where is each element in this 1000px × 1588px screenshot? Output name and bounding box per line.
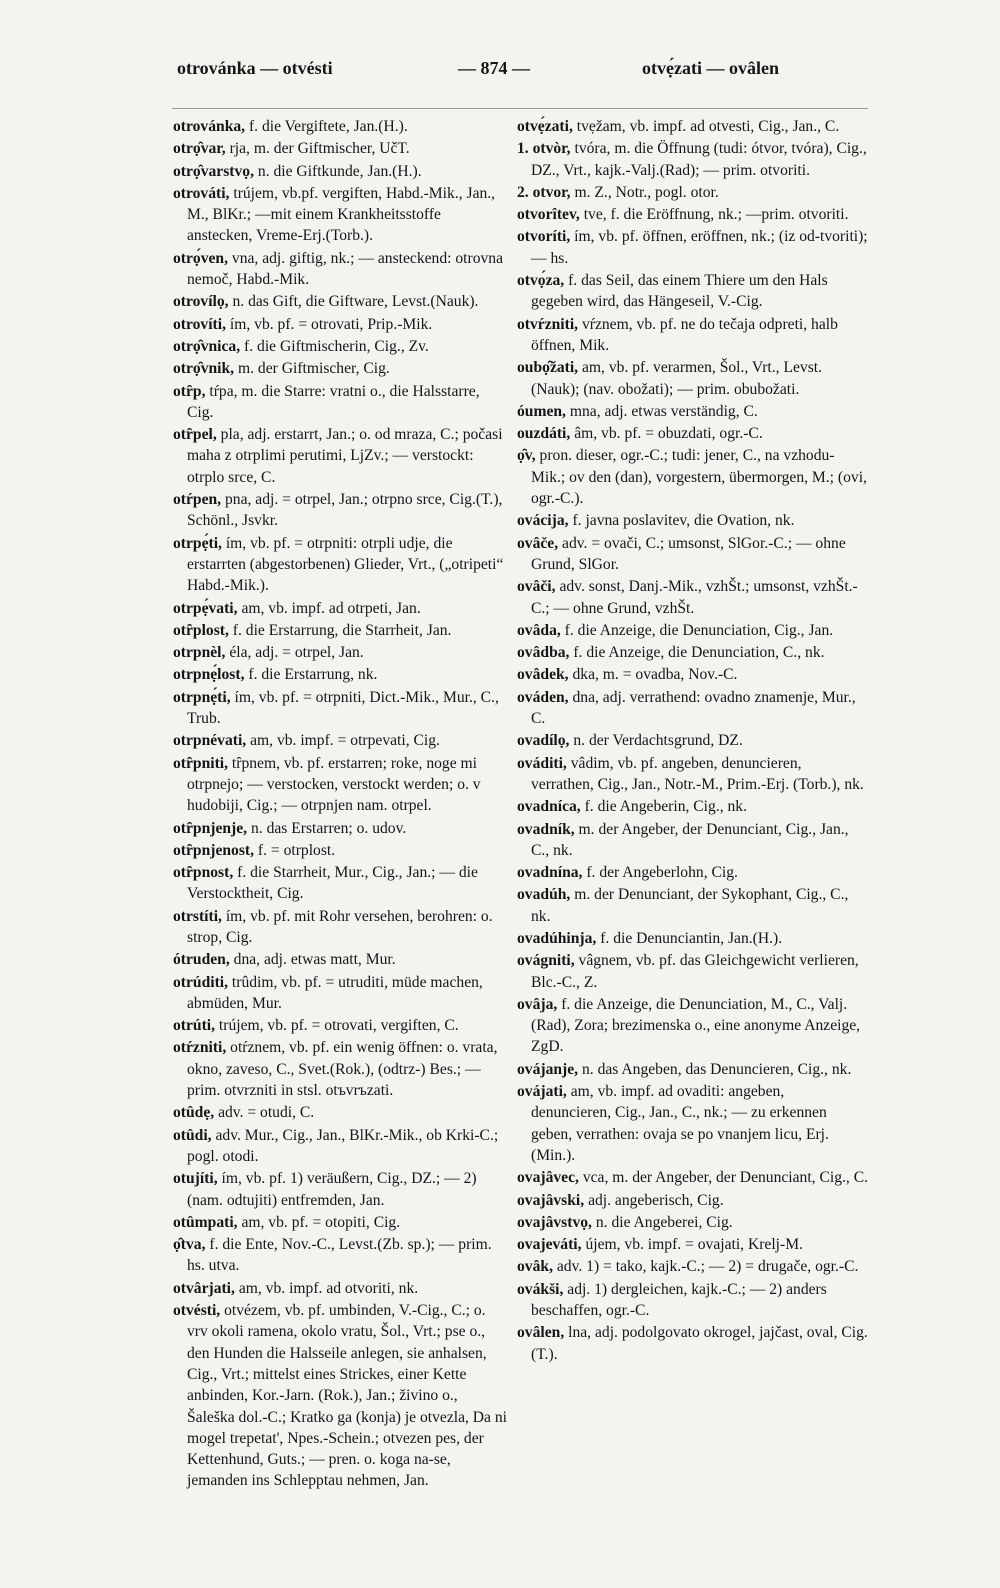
entry-headword: ovadúhinja,	[517, 929, 597, 947]
entry-definition: újem, vb. impf. = ovajati, Krelj-M.	[585, 1236, 803, 1254]
entry-headword: otvésti,	[173, 1302, 221, 1320]
entry-definition: dna, adj. verrathend: ovadno znamenje, Mur., C.	[531, 688, 856, 728]
dictionary-entry	[173, 840, 507, 861]
page-header	[0, 58, 1000, 88]
entry-definition: adv. = otudi, C.	[218, 1104, 315, 1122]
dictionary-entry	[173, 489, 507, 532]
dictionary-entry	[517, 753, 868, 796]
dictionary-entry	[517, 884, 868, 927]
entry-definition: f. die Erstarrung, die Starrheit, Jan.	[232, 621, 452, 639]
entry-headword: otŕpen,	[173, 491, 222, 509]
entry-definition: am, vb. impf. ad otvoriti, nk.	[238, 1279, 419, 1297]
dictionary-entry	[517, 226, 868, 269]
dictionary-entry	[517, 1234, 868, 1255]
dictionary-entry	[517, 950, 868, 993]
entry-headword: ovâda,	[517, 621, 561, 639]
entry-headword: otvọ́za,	[517, 272, 565, 290]
entry-definition: adv. Mur., Cig., Jan., BlKr.-Mik., ob Krki-C.; pogl. otodi.	[187, 1126, 499, 1165]
right-column	[517, 116, 868, 1366]
entry-headword: ótruden,	[173, 951, 230, 969]
entry-definition: tȓpnem, vb. pf. erstarren; roke, noge mi otrpnejo; — verstocken, verstockt werden; o. v hudobiji, Cig.; — otrpnjen nam. otrpel.	[187, 754, 481, 815]
header-right-guide-words: otvẹ́zati — ovâlen	[642, 58, 779, 78]
dictionary-entry	[173, 248, 507, 291]
entry-headword: 1. otvòr,	[517, 140, 571, 158]
entry-definition: am, vb. pf. = otopiti, Cig.	[241, 1213, 401, 1231]
entry-headword: ovâlen,	[517, 1324, 565, 1342]
entry-definition: m. der Giftmischer, Cig.	[238, 360, 390, 378]
entry-definition: adj. 1) dergleichen, kajk.-C.; — 2) anders beschaffen, ogr.-C.	[531, 1280, 827, 1320]
dictionary-entry	[517, 819, 868, 862]
entry-headword: 2. otvor,	[517, 183, 571, 201]
entry-headword: ovajâvski,	[517, 1191, 585, 1209]
dictionary-entry	[517, 687, 868, 730]
entry-headword: otȓpel,	[173, 426, 217, 444]
entry-definition: lna, adj. podolgovato okrogel, jajčast, oval, Cig.(T.).	[531, 1324, 868, 1363]
entry-headword: ọ̑tva,	[173, 1236, 206, 1254]
page-number: — 874 —	[458, 58, 530, 78]
entry-headword: otûmpati,	[173, 1213, 238, 1231]
entry-headword: otujíti,	[173, 1170, 218, 1188]
dictionary-entry	[173, 161, 507, 182]
entry-definition: am, vb. impf. ad ovaditi: angeben, denuncieren, Cig., Jan., C., nk.; — zu erkennen geben, verrathen: ovaja se po vnanjem licu, Erj.(Min.).	[531, 1083, 829, 1164]
dictionary-entry	[173, 753, 507, 817]
entry-definition: m. der Angeber, der Denunciant, Cig., Jan., C., nk.	[531, 820, 849, 859]
entry-headword: ovâče,	[517, 534, 559, 552]
entry-headword: otrúti,	[173, 1017, 216, 1035]
entry-definition: f. die Erstarrung, nk.	[248, 666, 378, 684]
dictionary-entry	[517, 576, 868, 619]
dictionary-entry	[517, 533, 868, 576]
entry-definition: vâdim, vb. pf. angeben, denuncieren, verrathen, Cig., Jan., Notr.-M., Prim.-Erj. (Torb.), nk.	[531, 754, 864, 793]
entry-headword: ovajâvstvọ,	[517, 1213, 592, 1231]
entry-headword: otvŕzniti,	[517, 315, 579, 333]
dictionary-entry	[173, 949, 507, 970]
dictionary-entry	[517, 138, 868, 181]
entry-headword: ovâk,	[517, 1258, 553, 1276]
entry-definition: m. der Denunciant, der Sykophant, Cig., C., nk.	[531, 886, 849, 925]
entry-headword: otrúditi,	[173, 973, 229, 991]
entry-headword: ovájanje,	[517, 1060, 579, 1078]
entry-definition: adv. = ovači, C.; umsonst, SlGor.-C.; — ohne Grund, SlGor.	[531, 534, 846, 573]
entry-definition: am, vb. pf. verarmen, Šol., Vrt., Levst.(Nauk); (nav. obožati); — prim. obubožati.	[531, 359, 822, 398]
entry-headword: otrovílọ,	[173, 293, 229, 311]
dictionary-entry	[517, 664, 868, 685]
entry-headword: ovâči,	[517, 578, 556, 596]
dictionary-entry	[173, 906, 507, 949]
entry-headword: ovâja,	[517, 995, 558, 1013]
entry-headword: ovajâvec,	[517, 1169, 579, 1187]
dictionary-entry	[173, 533, 507, 597]
entry-definition: am, vb. impf. = otrpevati, Cig.	[250, 732, 440, 750]
entry-definition: adv. sonst, Danj.-Mik., vzhŠt.; umsonst, vzhŠt.-C.; — ohne Grund, vzhŠt.	[531, 578, 858, 617]
entry-definition: n. die Angeberei, Cig.	[595, 1213, 733, 1231]
dictionary-entry	[173, 1037, 507, 1101]
dictionary-entry	[173, 314, 507, 335]
entry-headword: otrpnẹ́lost,	[173, 666, 245, 684]
dictionary-entry	[173, 424, 507, 488]
dictionary-entry	[517, 116, 868, 137]
entry-definition: f. die Anzeige, die Denunciation, M., C., Valj.(Rad), Zora; brezimenska o., eine anonyme Anzeige, ZgD.	[531, 995, 861, 1056]
left-column	[173, 116, 507, 1493]
entry-headword: ovâdek,	[517, 666, 569, 684]
dictionary-entry	[517, 182, 868, 203]
dictionary-entry	[517, 1059, 868, 1080]
dictionary-entry	[517, 1212, 868, 1233]
dictionary-entry	[173, 1234, 507, 1277]
entry-headword: otrọ̑var,	[173, 140, 226, 158]
entry-definition: vŕznem, vb. pf. ne do tečaja odpreti, halb öffnen, Mik.	[531, 315, 838, 354]
dictionary-entry	[517, 796, 868, 817]
entry-headword: otrọ̑vnik,	[173, 360, 235, 378]
entry-definition: trújem, vb. pf. = otrovati, vergiften, C.	[218, 1017, 459, 1035]
entry-headword: ovájati,	[517, 1083, 567, 1101]
dictionary-entry	[517, 642, 868, 663]
entry-definition: n. das Angeben, das Denuncieren, Cig., nk.	[581, 1060, 852, 1078]
dictionary-entry	[517, 445, 868, 509]
dictionary-entry	[173, 730, 507, 751]
entry-headword: otȓpniti,	[173, 754, 229, 772]
entry-definition: ím, vb. pf. 1) veräußern, Cig., DZ.; — 2) (nam. odtujiti) entfremden, Jan.	[187, 1170, 477, 1209]
entry-definition: tvóra, m. die Öffnung (tudi: ótvor, tvóra), Cig., DZ., Vrt., kajk.-Valj.(Rad); — prim. otvoriti.	[531, 140, 867, 179]
entry-definition: adj. angeberisch, Cig.	[588, 1191, 724, 1209]
dictionary-entry	[173, 1278, 507, 1299]
dictionary-entry	[173, 862, 507, 905]
dictionary-entry	[173, 1015, 507, 1036]
entry-headword: otȓpnost,	[173, 864, 234, 882]
header-rule	[172, 108, 868, 109]
entry-definition: tŕpa, m. die Starre: vratni o., die Halsstarre, Cig.	[187, 382, 480, 421]
entry-headword: ouzdáti,	[517, 425, 571, 443]
dictionary-entry	[173, 1125, 507, 1168]
entry-headword: ovadnína,	[517, 864, 583, 882]
entry-definition: f. die Angeberin, Cig., nk.	[584, 798, 748, 816]
dictionary-entry	[517, 1190, 868, 1211]
entry-headword: otvârjati,	[173, 1279, 235, 1297]
entry-definition: ím, vb. pf. = otrpniti, Dict.-Mik., Mur., C., Trub.	[187, 688, 499, 728]
entry-definition: dna, adj. etwas matt, Mur.	[233, 951, 396, 969]
entry-headword: otrpnévati,	[173, 732, 247, 750]
entry-headword: otȓpnjenje,	[173, 819, 248, 837]
entry-headword: ováditi,	[517, 754, 567, 772]
entry-definition: ím, vb. pf. öffnen, eröffnen, nk.; (iz od-tvoriti); — hs.	[531, 228, 868, 267]
entry-headword: otrováti,	[173, 184, 230, 202]
dictionary-entry	[517, 1279, 868, 1322]
dictionary-entry	[517, 401, 868, 422]
entry-headword: otrpnẹ́ti,	[173, 688, 231, 706]
entry-definition: adv. 1) = tako, kajk.-C.; — 2) = drugače, ogr.-C.	[556, 1258, 859, 1276]
entry-definition: f. = otrplost.	[257, 841, 336, 859]
entry-definition: n. das Gift, die Giftware, Levst.(Nauk).	[232, 293, 479, 311]
entry-headword: ovadúh,	[517, 886, 571, 904]
entry-headword: otrpnèl,	[173, 644, 226, 662]
dictionary-entry	[173, 116, 507, 137]
entry-definition: âm, vb. pf. = obuzdati, ogr.-C.	[574, 425, 763, 443]
entry-definition: f. die Denunciantin, Jan.(H.).	[600, 929, 783, 947]
entry-headword: otûdi,	[173, 1126, 212, 1144]
entry-headword: otrọ̑vnica,	[173, 337, 241, 355]
header-left-guide-words: otrovánka — otvésti	[177, 58, 333, 78]
dictionary-entry	[517, 928, 868, 949]
entry-definition: vna, adj. giftig, nk.; — ansteckend: otrovna nemoč, Habd.-Mik.	[187, 249, 503, 289]
entry-definition: n. der Verdachtsgrund, DZ.	[573, 732, 743, 750]
entry-headword: otȓp,	[173, 382, 206, 400]
entry-headword: ovácija,	[517, 512, 569, 530]
entry-definition: am, vb. impf. ad otrpeti, Jan.	[241, 599, 421, 617]
entry-definition: vâgnem, vb. pf. das Gleichgewicht verlieren, Blc.-C., Z.	[531, 952, 859, 991]
dictionary-entry	[517, 510, 868, 531]
dictionary-entry	[517, 423, 868, 444]
entry-headword: otrovánka,	[173, 118, 246, 135]
dictionary-entry	[173, 183, 507, 247]
entry-definition: f. die Anzeige, die Denunciation, Cig., Jan.	[564, 621, 834, 639]
entry-definition: ím, vb. pf. = otrpniti: otrpli udje, die erstarrten (abgestorbenen) Glieder, Vrt., („otripeti“ Habd.-Mik.).	[187, 534, 504, 595]
dictionary-entry	[173, 381, 507, 424]
dictionary-entry	[517, 620, 868, 641]
dictionary-entry	[517, 314, 868, 357]
entry-headword: ovadník,	[517, 820, 575, 838]
entry-headword: ovákši,	[517, 1280, 564, 1298]
entry-headword: otrstíti,	[173, 907, 222, 925]
entry-definition: f. die Giftmischerin, Cig., Zv.	[244, 337, 429, 355]
entry-definition: f. die Anzeige, die Denunciation, C., nk.	[573, 644, 825, 662]
dictionary-entry	[173, 1300, 507, 1492]
dictionary-entry	[173, 664, 507, 685]
entry-definition: m. Z., Notr., pogl. otor.	[574, 183, 719, 201]
entry-definition: ím, vb. pf. mit Rohr versehen, berohren: o. strop, Cig.	[187, 907, 493, 946]
entry-definition: n. das Erstarren; o. udov.	[250, 819, 407, 837]
entry-headword: ovâdba,	[517, 644, 570, 662]
entry-headword: oubọ̑žati,	[517, 359, 579, 377]
entry-definition: pron. dieser, ogr.-C.; tudi: jener, C., na vzhodu-Mik.; ov den (dan), vorgestern, übermorgen, M.; (ovi, ogr.-C.).	[531, 447, 867, 508]
dictionary-entry	[173, 1168, 507, 1211]
entry-definition: f. die Ente, Nov.-C., Levst.(Zb. sp.); — prim. hs. utva.	[187, 1236, 492, 1275]
entry-definition: otŕznem, vb. pf. ein wenig öffnen: o. vrata, okno, zaveso, C., Svet.(Rok.), (odtrz-) Bes.; — prim. otvrzniti in stsl. otъvrъzati.	[187, 1039, 498, 1100]
entry-definition: dka, m. = ovadba, Nov.-C.	[572, 666, 738, 684]
entry-headword: otŕzniti,	[173, 1039, 227, 1057]
dictionary-entry	[173, 336, 507, 357]
entry-definition: tvẹžam, vb. impf. ad otvesti, Cig., Jan., C.	[576, 118, 840, 135]
entry-headword: ọ̑v,	[517, 447, 536, 465]
entry-headword: otȓplost,	[173, 621, 229, 639]
dictionary-entry	[173, 1212, 507, 1233]
entry-headword: otrovíti,	[173, 315, 226, 333]
dictionary-entry	[173, 291, 507, 312]
dictionary-entry	[173, 972, 507, 1015]
dictionary-entry	[517, 1256, 868, 1277]
entry-definition: otvézem, vb. pf. umbinden, V.-Cig., C.; o. vrv okoli ramena, okolo vratu, Šol., Vrt.; pse o., den Hunden die Halsseile anlegen, sie anhalsen, Cig., Vrt.; mittelst eines Strickes, einer Kette anbinden, Kor.-Jarn. (Rok.), Jan.; živino o., Šaleška dol.-C.; Kratko ga (konja) je otvezla, Da ni mogel trepetat', Npes.-Schein.; otvezen pes, der Kettenhund, Guts.; — pren. o. koga na-se, jemanden ins Schlepptau nehmen, Jan.	[187, 1302, 508, 1490]
entry-definition: n. die Giftkunde, Jan.(H.).	[257, 162, 422, 180]
entry-definition: éla, adj. = otrpel, Jan.	[229, 644, 364, 662]
entry-definition: ím, vb. pf. = otrovati, Prip.-Mik.	[229, 315, 433, 333]
dictionary-entry	[517, 270, 868, 313]
entry-headword: óumen,	[517, 402, 566, 420]
entry-definition: pna, adj. = otrpel, Jan.; otrpno srce, Cig.(T.), Schönl., Jsvkr.	[187, 491, 503, 530]
entry-headword: otrpẹ́vati,	[173, 599, 238, 617]
entry-headword: otvorîtev,	[517, 206, 580, 224]
dictionary-entry	[173, 818, 507, 839]
entry-headword: ovágniti,	[517, 952, 575, 970]
dictionary-entry	[517, 862, 868, 883]
dictionary-entry	[517, 357, 868, 400]
dictionary-entry	[517, 1167, 868, 1188]
dictionary-entry	[173, 138, 507, 159]
dictionary-entry	[173, 598, 507, 619]
entry-definition: pla, adj. erstarrt, Jan.; o. od mraza, C.; počasi maha z otrplimi perutimi, LjZv.; — verstockt: otrplo srce, C.	[187, 426, 503, 486]
entry-headword: ovajeváti,	[517, 1236, 582, 1254]
dictionary-entry	[517, 1322, 868, 1365]
dictionary-entry	[517, 204, 868, 225]
entry-headword: ovadníca,	[517, 798, 581, 816]
entry-definition: rja, m. der Giftmischer, UčT.	[229, 140, 410, 158]
entry-definition: f. die Starrheit, Mur., Cig., Jan.; — die Verstocktheit, Cig.	[187, 864, 478, 903]
dictionary-entry	[173, 687, 507, 730]
entry-definition: mna, adj. etwas verständig, C.	[569, 402, 758, 420]
dictionary-entry	[517, 1081, 868, 1166]
entry-headword: ovadílọ,	[517, 732, 570, 750]
entry-headword: otûdẹ,	[173, 1104, 215, 1122]
dictionary-entry	[173, 642, 507, 663]
entry-definition: f. der Angeberlohn, Cig.	[586, 864, 738, 882]
entry-headword: otvẹ́zati,	[517, 118, 573, 135]
dictionary-entry	[173, 620, 507, 641]
entry-headword: otrọ́ven,	[173, 249, 228, 267]
entry-headword: otrpẹ́ti,	[173, 534, 222, 552]
entry-definition: f. javna poslavitev, die Ovation, nk.	[572, 512, 795, 530]
entry-definition: vca, m. der Angeber, der Denunciant, Cig., C.	[582, 1169, 869, 1187]
entry-definition: tve, f. die Eröffnung, nk.; —prim. otvoriti.	[583, 206, 849, 224]
entry-definition: trújem, vb.pf. vergiften, Habd.-Mik., Jan., M., BlKr.; —mit einem Krankheitsstoffe anstecken, Vreme-Erj.(Torb.).	[187, 184, 496, 245]
entry-definition: f. das Seil, das einem Thiere um den Hals gegeben wird, das Hängeseil, V.-Cig.	[531, 272, 828, 311]
entry-definition: f. die Vergiftete, Jan.(H.).	[248, 118, 408, 135]
entry-headword: otȓpnjenost,	[173, 841, 254, 859]
dictionary-entry	[173, 358, 507, 379]
dictionary-entry	[173, 1102, 507, 1123]
dictionary-entry	[517, 730, 868, 751]
dictionary-entry	[517, 994, 868, 1058]
entry-definition: trûdim, vb. pf. = utruditi, müde machen, abmüden, Mur.	[187, 973, 483, 1012]
entry-headword: otrọ̑varstvọ,	[173, 162, 254, 180]
entry-headword: otvoríti,	[517, 228, 571, 246]
entry-headword: ováden,	[517, 688, 569, 706]
